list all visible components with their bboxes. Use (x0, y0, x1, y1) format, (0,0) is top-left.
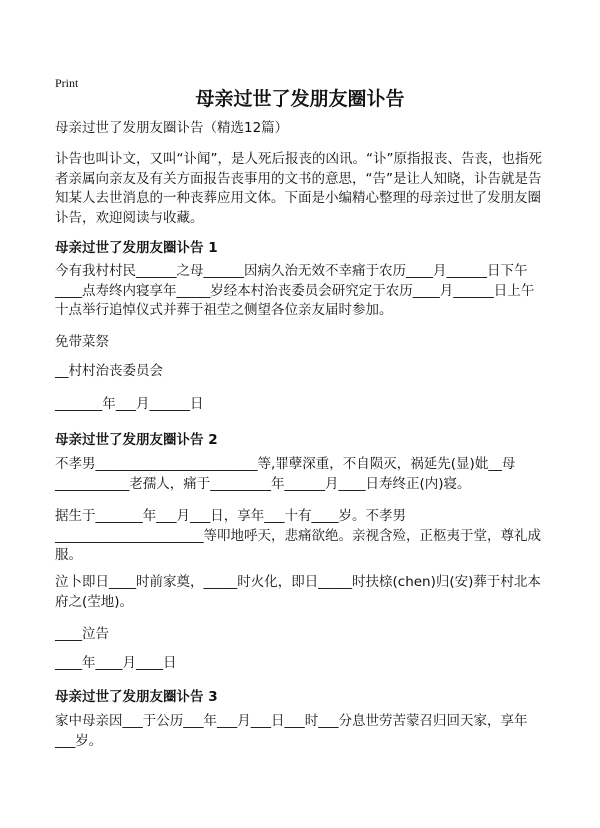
print-link[interactable]: Print (55, 76, 79, 90)
section-heading-3: 母亲过世了发朋友圈讣告 3 (55, 689, 218, 705)
text-line: ___岁。 (55, 732, 103, 749)
text-line: 知某人去世消息的一种丧葬应用文体。下面是小编精心整理的母亲过世了发朋友圈 (55, 190, 541, 206)
section-1-note: 免带菜祭 (55, 334, 109, 350)
text-line: 府之(茔地)。 (55, 593, 134, 610)
text-line: 服。 (55, 547, 82, 563)
section-3-paragraph (55, 712, 528, 751)
section-1-date: _______年___月______日 (55, 396, 204, 412)
section-heading-1: 母亲过世了发朋友圈讣告 1 (55, 240, 218, 256)
intro-paragraph (55, 150, 542, 228)
section-1-signature: __村村治丧委员会 (55, 363, 163, 379)
subtitle: 母亲过世了发朋友圈讣告（精选12篇） (55, 120, 289, 136)
page-title: 母亲过世了发朋友圈讣告 (195, 88, 405, 110)
text-line: ___________老孺人，痛于_________年______月____日寿终正(内)寝。 (55, 475, 471, 492)
text-line: 今有我村村民______之母______因病久治无效不幸痛于农历____月______日下午 (55, 263, 528, 279)
text-line: 讣告也叫讣文，又叫“讣闻”，是人死后报丧的凶讯。“讣”原指报丧、告丧，也指死 (55, 151, 542, 167)
section-2-signature: ____泣告 (55, 626, 109, 642)
section-2-paragraph-2 (55, 507, 541, 566)
text-line: 家中母亲因___于公历___年___月___日___时___分息世劳苦蒙召归回天家，享年 (55, 713, 528, 729)
section-heading-2: 母亲过世了发朋友圈讣告 2 (55, 432, 218, 448)
text-line: 泣卜即日____时前家奠，_____时火化，即日_____时扶榇(chen)归(安)葬于村北本 (55, 574, 541, 590)
section-2-paragraph-3 (55, 573, 541, 612)
section-2-date: ____年____月____日 (55, 655, 177, 671)
section-2-paragraph-1 (55, 455, 515, 494)
text-line: 者亲属向亲友及有关方面报告丧事用的文书的意思，“告”是让人知晓，讣告就是告 (55, 170, 542, 187)
text-line: 十点举行追悼仪式并葬于祖茔之侧望各位亲友届时参加。 (55, 302, 393, 318)
text-line: 不孝男________________________等,罪孽深重，不自陨灭，祸延先(显)妣__母 (55, 456, 516, 472)
text-line: 讣告，欢迎阅读与收藏。 (55, 209, 204, 226)
section-1-paragraph (55, 262, 534, 321)
text-line: ______________________等叩地呼天，悲痛欲绝。亲视含殓，正柩夷于堂，尊礼成 (55, 527, 541, 544)
text-line: ____点寿终内寝享年_____岁经本村治丧委员会研究定于农历____月______日上午 (55, 282, 535, 299)
text-line: 据生于_______年___月___日，享年___十有____岁。不孝男 (55, 508, 406, 524)
